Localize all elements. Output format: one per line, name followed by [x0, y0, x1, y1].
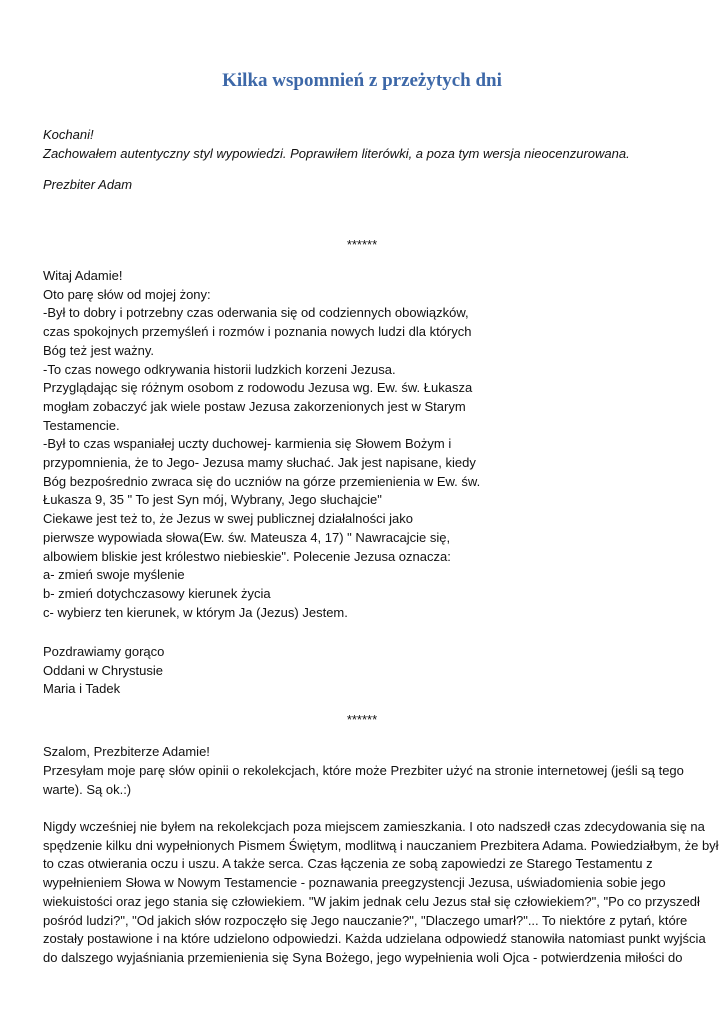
letter2-intro-line: Przesyłam moje parę słów opinii o rekolekcjach, które może Prezbiter użyć na stronie internetowej (jeśli są tego	[43, 763, 684, 778]
document-title: Kilka wspomnień z przeżytych dni	[222, 70, 502, 91]
letter2-intro	[43, 762, 685, 799]
letter1-line: Przyglądając się różnym osobom z rodowodu Jezusa wg. Ew. św. Łukasza	[43, 380, 473, 396]
letter2-body-line: pośród ludzi?", "Od jakich słów rozpoczęło się Jego nauczanie?", "Dlaczego umarł?"... To niektóre z pytań, które	[43, 912, 688, 928]
letter1-line: Witaj Adamie!	[43, 268, 123, 283]
letter1-line: -Był to dobry i potrzebny czas oderwania się od codziennych obowiązków,	[43, 305, 469, 321]
letter2-body-line: do dalszego wyjaśniania przemienienia się Syna Bożego, jego wypełnienia woli Ojca - potwierdzenia miłości do	[43, 949, 683, 965]
closing-line: Maria i Tadek	[43, 681, 121, 697]
letter1-line: -To czas nowego odkrywania historii ludzkich korzeni Jezusa.	[43, 361, 396, 377]
letter1-line: Bóg bezpośrednio zwraca się do uczniów na górze przemienienia w Ew. św.	[43, 473, 481, 489]
letter2-body-line: zostały postawione i na które udzielono odpowiedzi. Każda udzielana odpowiedź stanowiła natomiast punkt wyjścia	[43, 931, 706, 947]
letter2-body-line: spędzenie kilku dni wypełnionych Pismem Świętym, modlitwą i nauczaniem Prezbitera Adama. Powiedziałbym, że był	[43, 837, 719, 853]
letter1-line: Testamencie.	[43, 417, 120, 433]
letter1-line: mogłam zobaczyć jak wiele postaw Jezusa zakorzenionych jest w Starym	[43, 398, 466, 414]
separator-1: ******	[346, 237, 378, 252]
letter1-line: c- wybierz ten kierunek, w którym Ja (Jezus) Jestem.	[43, 604, 348, 620]
letter2-body-line: wypełnieniem Słowa w Nowym Testamencie - poznawania preegzystencji Jezusa, uświadomienia sobie jego	[43, 875, 666, 891]
letter1-line: czas spokojnych przemyśleń i rozmów i poznania nowych ludzi dla których	[43, 324, 472, 340]
letter1-line: -Był to czas wspaniałej uczty duchowej- karmienia się Słowem Bożym i	[43, 436, 452, 452]
letter1-line: Bóg też jest ważny.	[43, 342, 155, 358]
letter1-closing	[43, 643, 685, 699]
letter1-line: albowiem bliskie jest królestwo niebieskie". Polecenie Jezusa oznacza:	[43, 548, 451, 564]
letter1-body	[43, 267, 685, 622]
letter1-line: Łukasza 9, 35 " To jest Syn mój, Wybrany, Jego słuchajcie"	[43, 492, 382, 508]
closing-line: Pozdrawiamy gorąco	[43, 644, 165, 659]
letter1-line: a- zmień swoje myślenie	[43, 567, 185, 583]
letter2-body	[43, 818, 719, 968]
intro-note: Zachowałem autentyczny styl wypowiedzi. Poprawiłem literówki, a poza tym wersja nieocenzurowana.	[43, 146, 630, 161]
closing-line: Oddani w Chrystusie	[43, 662, 163, 678]
letter2-intro-line: warte). Są ok.:)	[43, 781, 132, 797]
letter2-greeting: Szalom, Prezbiterze Adamie!	[43, 744, 210, 759]
letter2-body-line: Nigdy wcześniej nie byłem na rekolekcjach poza miejscem zamieszkania. I oto nadszedł czas zdecydowania się na	[43, 819, 705, 834]
letter2-body-line: to czas otwierania oczu i uszu. A także serca. Czas łączenia ze sobą zapowiedzi ze Starego Testamentu z	[43, 856, 653, 872]
letter1-line: b- zmień dotychczasowy kierunek życia	[43, 585, 271, 601]
intro-signature: Prezbiter Adam	[43, 177, 133, 192]
letter1-line: przypomnienia, że to Jego- Jezusa mamy słuchać. Jak jest napisane, kiedy	[43, 455, 476, 471]
letter1-line: Oto parę słów od mojej żony:	[43, 286, 211, 302]
separator-2: ******	[346, 712, 378, 727]
letter1-line: Ciekawe jest też to, że Jezus w swej publicznej działalności jako	[43, 511, 413, 527]
letter1-line: pierwsze wypowiada słowa(Ew. św. Mateusza 4, 17) " Nawracajcie się,	[43, 529, 451, 545]
intro-greeting: Kochani!	[43, 127, 94, 142]
letter2-body-line: wiekuistości oraz jego stania się człowiekiem. "W jakim jednak celu Jezus stał się człowiekiem?", "Po co przyszedł	[43, 893, 700, 909]
